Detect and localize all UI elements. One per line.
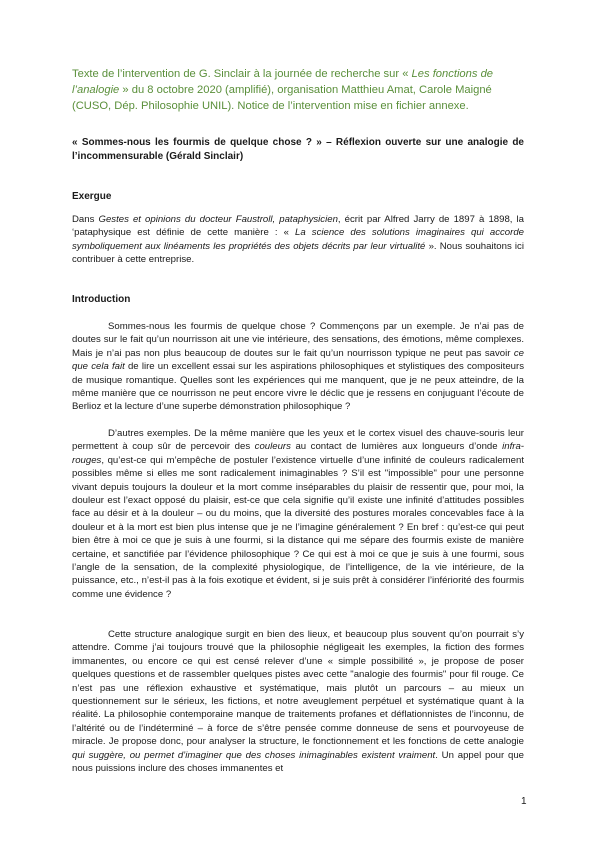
header-note (72, 66, 524, 114)
section-heading-introduction: Introduction (72, 294, 131, 305)
page-number: 1 (521, 796, 527, 807)
intro-paragraph-1: Sommes-nous les fourmis de quelque chose ? Commençons par un exemple. Je n’ai pas de doutes sur le fait qu’un nourrisson ait une vie intérieure, des sensations, des émotions, même complexes. Mais je n’ai pas non plus beaucoup de doutes sur le fait qu’un nourrisson typique ne peut pas savoir ce que cela fait de lire un excellent essai sur les aspirations philosophiques et stylistiques des compositeurs de musique romantique. Quelles sont les expériences qui me manquent, que je ne peux atteindre, de la même manière que ce nourrisson ne peut encore vivre le déclic que je ressens en conjuguant l’écoute de Berlioz et la lecture d’une superbe démonstration philosophique ? (72, 321, 524, 413)
article-title: « Sommes-nous les fourmis de quelque chose ? » – Réflexion ouverte sur une analogie de l’incommensurable (Gérald Sinclair) (72, 137, 524, 162)
header-text: Texte de l’intervention de G. Sinclair à la journée de recherche sur « (72, 68, 412, 80)
intro-paragraph-2: D’autres exemples. De la même manière que les yeux et le cortex visuel des chauve-souris leur permettent à coup sûr de percevoir des couleurs au contact de lumières aux longueurs d’onde infra-rouges, qu’est-ce qui m’empêche de postuler l’existence virtuelle d’une infinité de couleurs radicalement possibles même si elles me sont radicalement inimaginables ? S’il est "impossible" pour une personne vivant depuis toujours la douleur et la mort comme inséparables du plaisir de ressentir que, pour moi, la douleur est l’exact opposé du plaisir, est-ce que cela signifie qu’il existe une infinité d’attitudes possibles face au désir et à la douleur – ou du moins, que la diversité des postures morales concevables face à la douleur et à la mort est bien plus intense que je ne l’imagine généralement ? En bref : qu’est-ce qui peut bien être à moi ce que je suis à une fourmi, si la distance qui me sépare des fourmis existe de manière certaine, et sanctifiée par l’évidence philosophique ? Ce qui est à moi ce que je suis à une fourmi, sous l’angle de la sensation, de la complexité physiologique, de l’intelligence, de la vie intérieure, de la puissance, etc., n’est-il pas à la fois exotique et évident, si je suis prêt à considérer l’infériorité des fourmis comme une évidence ? (72, 428, 524, 600)
intro-paragraph-3: Cette structure analogique surgit en bien des lieux, et beaucoup plus souvent qu’on pourrait s’y attendre. Comme j’ai toujours trouvé que la philosophie négligeait les exemples, la fiction des formes immanentes, ou encore ce qui est censé relever d’une « simple possibilité », je propose de poser quelques questions et de rassembler quelques pistes avec cette "analogie des fourmis" pour fil rouge. Ce n’est pas une réflexion exhaustive et systématique, mais plutôt un parcours – au mieux un questionnement sur le sérieux, les fictions, et notre aveuglement perpétuel et systématique quant à la réalité. La philosophie contemporaine manque de traitements profanes et déflationnistes de l’inconnu, de l’altérité ou de l’indéterminé – à force de s’être pensée comme donneuse de sens et pourvoyeuse de miracle. Je propose donc, pour analyser la structure, le fonctionnement et les fonctions de cette analogie qui suggère, ou permet d’imaginer que des choses inimaginables existent vraiment. Un appel pour que nous puissions inclure des choses immanentes et (72, 629, 524, 775)
exergue-paragraph: Dans Gestes et opinions du docteur Faustroll, pataphysicien, écrit par Alfred Jarry de 1897 à 1898, la ‘pataphysique est définie de cette manière : « La science des solutions imaginaires qui accorde symboliquement aux linéaments les propriétés des objets décrits par leur virtualité ». Nous souhaitons ici contribuer à cette entreprise. (72, 214, 525, 266)
header-italic-title: Les fonctions de l’analogie (72, 68, 494, 96)
section-heading-exergue: Exergue (72, 191, 112, 202)
header-text-end: » du 8 octobre 2020 (amplifié), organisation Matthieu Amat, Carole Maigné (CUSO, Dép. Philosophie UNIL). Notice de l’intervention mise en fichier annexe. (72, 84, 492, 112)
